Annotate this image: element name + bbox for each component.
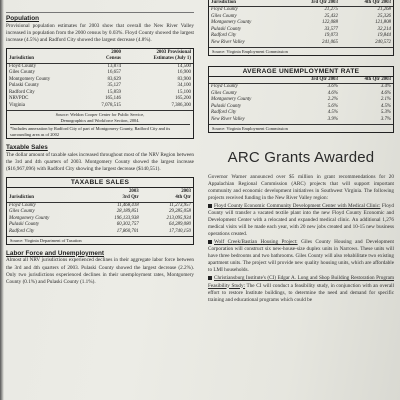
table-row: New River Valley 241,065 240,572 — [211, 39, 391, 45]
taxable-sales-table — [7, 189, 193, 235]
table-row: Radford City 19,073 19,844 — [211, 33, 391, 39]
taxable-sales-table-title: TAXABLE SALES — [7, 178, 193, 188]
arc-item-text: Floyd County will transfer a vacated textile plant into the new Floyd County Economic and Development Center with a relocated and expanded medical clinic. An additional 1,276 medical visits will be made each year, with 20 new jobs created and 10-15 new business operations created. — [208, 202, 394, 238]
col-header-estimates: Estimates (July 1) — [153, 56, 191, 62]
table-row: Montgomery County 83,629 83,900 — [9, 76, 191, 82]
year-header-q4: 2003 — [181, 188, 191, 194]
labor-force-source: Source: Virginia Employment Commission — [212, 49, 288, 55]
unemployment-source: Source: Virginia Employment Commission — [212, 126, 288, 132]
unemployment-table-title: AVERAGE UNEMPLOYMENT RATE — [209, 67, 393, 77]
taxable-sales-paragraph: The dollar amount of taxable sales increased throughout most of the NRV Region between the 3rd and 4th quarters of 2003. Montgomery County showed the largest increase ($16,967,096) with Radford City showing the largest decrease ($140,551). — [6, 151, 194, 172]
col-header-2003-provisional: 2003 Provisional — [156, 49, 191, 55]
arc-item-link[interactable]: Christiansburg Institute's (CI) Edgar A. Long and Shop Building Restoration Program Feasibility Study: — [208, 275, 394, 289]
col-header-4th-qtr-2003: 4th Qtr 2003 — [364, 76, 391, 82]
year-header-q3: 2003 — [128, 188, 139, 194]
bullet-icon — [208, 240, 212, 244]
table-row: Giles County 4.6% 4.6% — [211, 90, 391, 96]
page-edge-shadow — [0, 0, 4, 400]
bullet-icon — [208, 204, 212, 208]
population-footnote: *Includes annexation by Radford City of part of Montgomery County, Radford City and its surrounding area as of 2002 — [10, 126, 171, 137]
col-header-2000: 2000 — [111, 49, 121, 55]
taxable-sales-table-box — [6, 177, 194, 245]
col-header-4th-qtr: 4th Qtr — [175, 195, 191, 201]
table-row: Radford City 15,859 15,100 — [9, 89, 191, 95]
table-row: Pulaski County 33,577 32,214 — [211, 26, 391, 32]
population-table-box — [6, 48, 194, 139]
labor-heading: Labor Force and Unemployment — [6, 249, 105, 257]
table-row: Montgomery County 122,088 121,808 — [211, 20, 391, 26]
col-header-3rd-qtr-2003: 3rd Qtr 2003 — [310, 0, 338, 5]
table-row: Pulaski County 5.6% 4.5% — [211, 103, 391, 109]
col-header-4th-qtr-2003: 4th Qtr 2003 — [364, 0, 391, 5]
col-header-jurisdiction: Jurisdiction — [211, 0, 237, 5]
col-header-blank — [209, 77, 286, 84]
taxable-sales-heading: Taxable Sales — [6, 144, 48, 152]
population-heading: Population — [6, 15, 40, 22]
table-row: Floyd County 21,275 21,268 — [211, 7, 391, 13]
col-header-3rd-qtr: 3rd Qtr — [122, 195, 139, 201]
table-row: Virginia 7,078,515 7,386,300 — [9, 102, 191, 108]
top-cutoff-rule — [6, 0, 194, 13]
arc-item — [208, 239, 394, 274]
arc-grants-title: ARC Grants Awarded — [227, 148, 375, 166]
arc-item-link[interactable]: Wolf Creek/Bastian Housing Project: — [214, 239, 298, 246]
col-header-3rd-qtr-2003: 3rd Qtr 2003 — [310, 76, 338, 82]
table-row: Radford City 4.5% 5.3% — [211, 110, 391, 116]
col-header-census: Census — [106, 56, 121, 62]
labor-force-table-box — [208, 0, 394, 56]
table-row: Pulaski County 60,302,757 64,289,080 — [9, 222, 191, 228]
unemployment-table — [209, 77, 393, 123]
table-row: Radford City 17,860,701 17,740,150 — [9, 228, 191, 234]
table-row: Giles County 16,657 16,900 — [9, 70, 191, 76]
population-table — [7, 50, 193, 109]
table-row: Pulaski County 35,127 34,100 — [9, 83, 191, 89]
table-row: Giles County 25,432 25,326 — [211, 13, 391, 19]
right-column — [208, 0, 394, 304]
table-row: Floyd County 13,874 14,500 — [9, 63, 191, 69]
table-row: Floyd County 11,468,418 11,273,957 — [9, 202, 191, 208]
arc-item — [208, 275, 394, 303]
arc-intro-paragraph: Governor Warner announced over $5 million in grant recommendations for 20 Appalachian Regional Commission (ARC) projects that will support important community and economic development initiatives in Southwest Virginia. The following projects received funding in the New River Valley region: — [208, 173, 394, 201]
population-source-line-1: Source: Weldon Cooper Center for Public Service, — [55, 112, 145, 118]
taxable-sales-source: Source: Virginia Department of Taxation — [10, 238, 82, 244]
left-column — [6, 0, 194, 286]
table-row: Montgomery County 196,133,938 213,095,934 — [9, 215, 191, 221]
population-paragraph: Provisional population estimates for 2003 show that overall the New River Valley increased in population from the 2000 census by 0.03%. Floyd County showed the largest increase (4.5%) and Radford City showed the largest decrease (4.8%). — [6, 22, 194, 43]
col-header-jurisdiction: Jurisdiction — [9, 195, 35, 201]
arc-item-link[interactable]: Floyd County Economic Community Development Center with Medical Clinic: — [214, 202, 381, 209]
arc-item — [208, 203, 394, 238]
col-header-jurisdiction: Jurisdiction — [9, 56, 35, 62]
population-source-line-2: Demographics and Workforce Section, 2004. — [60, 117, 140, 123]
table-row: Floyd County 3.6% 3.4% — [211, 84, 391, 90]
table-row: Giles County 28,189,851 29,285,058 — [9, 209, 191, 215]
labor-force-table — [209, 0, 393, 46]
bullet-icon — [208, 276, 212, 280]
table-row: New River Valley 3.9% 3.7% — [211, 116, 391, 122]
table-row: Montgomery County 2.2% 2.1% — [211, 97, 391, 103]
labor-paragraph: Almost all NRV jurisdictions experienced declines in their aggregate labor force between the 3rd and 4th quarters of 2003. Pulaski County showed the largest decrease (2.2%). Only two jurisdictions experienced declines in their unemployment rates, Montgomery County (0.1%) and Pulaski County (1.1%). — [6, 257, 194, 285]
table-row: NRVPDC 165,146 165,200 — [9, 96, 191, 102]
unemployment-table-box — [208, 66, 394, 133]
arc-item-text: The CI will conduct a feasibility study, in conjunction with an overall effort to restore Institute buildings, to determine the need and demand for specific training and educational programs which could be — [208, 282, 395, 303]
arc-item-text: Giles County Housing and Development Corporation will construct six new-house-size duplex units in Narrows. These units will have three bedrooms and two bathrooms. Giles County will also rehabilitate two existing apartment units. The project will provide new quality housing units, which are affordable to LMI households. — [208, 239, 395, 274]
